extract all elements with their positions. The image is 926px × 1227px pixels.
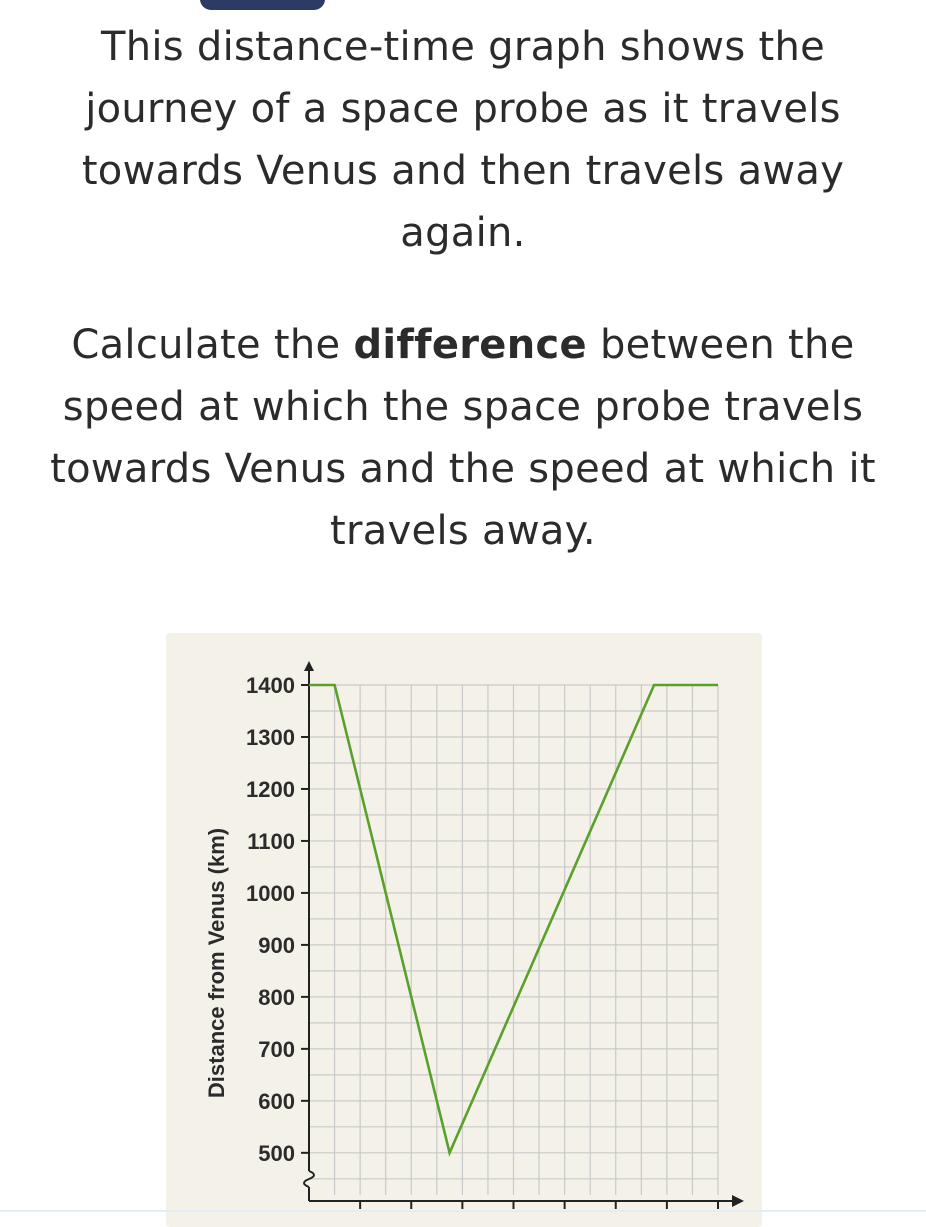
ask-text-start: Calculate the	[71, 322, 354, 368]
y-tick-label: 1000	[246, 880, 295, 906]
y-tick-label: 1400	[246, 673, 295, 698]
y-tick-label: 1200	[246, 776, 295, 802]
y-tick-label: 800	[258, 984, 295, 1010]
bottom-divider	[0, 1210, 926, 1212]
y-tick-label: 900	[258, 932, 295, 958]
y-tick-label: 700	[258, 1036, 295, 1062]
y-tick-label: 500	[258, 1140, 295, 1166]
question-intro	[20, 16, 906, 264]
intro-text: This distance-time graph shows the journey of a space probe as it travels towards Venus and then travels away again.	[81, 24, 845, 256]
top-tab-indicator	[200, 0, 325, 10]
y-tick-label: 1100	[247, 828, 295, 854]
y-tick-label: 600	[258, 1088, 295, 1114]
ask-text-bold: difference	[353, 322, 587, 368]
question-ask	[20, 314, 906, 562]
distance-time-chart	[166, 633, 762, 1227]
y-axis-label: Distance from Venus (km)	[204, 827, 229, 1099]
ask-text-end: between the speed at which the space probe travels towards Venus and the speed at which it travels away.	[50, 322, 876, 554]
chart-svg	[166, 633, 762, 1227]
y-axis-arrow	[304, 661, 314, 671]
y-tick-label: 1300	[246, 724, 295, 750]
x-axis-arrow	[732, 1195, 744, 1207]
